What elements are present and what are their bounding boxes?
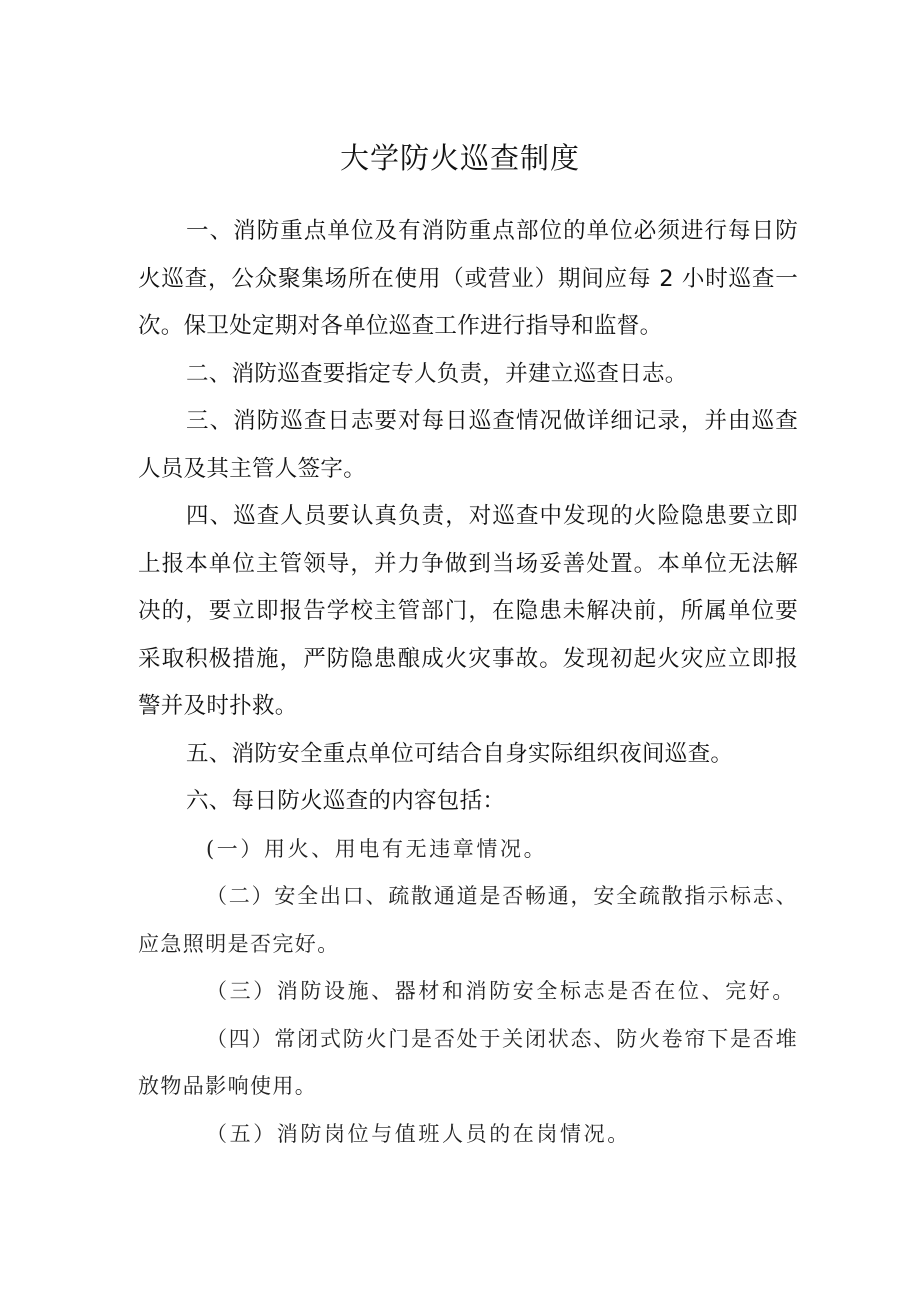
- document-body: [138, 208, 798, 1158]
- inspection-item-4: （四）常闭式防火门是否处于关闭状态、防火卷帘下是否堆放物品影响使用。: [138, 1026, 798, 1098]
- inspection-item-2: （二）安全出口、疏散通道是否畅通，安全疏散指示标志、应急照明是否完好。: [138, 884, 798, 956]
- paragraph-2: 二、消防巡查要指定专人负责，并建立巡查日志。: [186, 360, 688, 387]
- paragraph-4: 四、巡查人员要认真负责，对巡查中发现的火险隐患要立即上报本单位主管领导，并力争做到当场妥善处置。本单位无法解决的，要立即报告学校主管部门，在隐患未解决前，所属单位要采取积极措施，严防隐患酿成火灾事故。发现初起火灾应立即报警并及时扑救。: [138, 503, 798, 719]
- document-title: 大学防火巡查制度: [339, 141, 580, 175]
- inspection-item-5: （五）消防岗位与值班人员的在岗情况。: [206, 1121, 631, 1146]
- inspection-item-1: (一）用火、用电有无违章情况。: [206, 836, 548, 861]
- inspection-item-3: （三）消防设施、器材和消防安全标志是否在位、完好。: [206, 979, 796, 1003]
- paragraph-5: 五、消防安全重点单位可结合自身实际组织夜间巡查。: [186, 740, 734, 767]
- paragraph-1: 一、消防重点单位及有消防重点部位的单位必须进行每日防火巡查，公众聚集场所在使用（或营业）期间应每 2 小时巡查一次。保卫处定期对各单位巡查工作进行指导和监督。: [138, 218, 798, 339]
- paragraph-3: 三、消防巡查日志要对每日巡查情况做详细记录，并由巡查人员及其主管人签字。: [138, 408, 798, 482]
- paragraph-6: 六、每日防火巡查的内容包括：: [186, 788, 506, 814]
